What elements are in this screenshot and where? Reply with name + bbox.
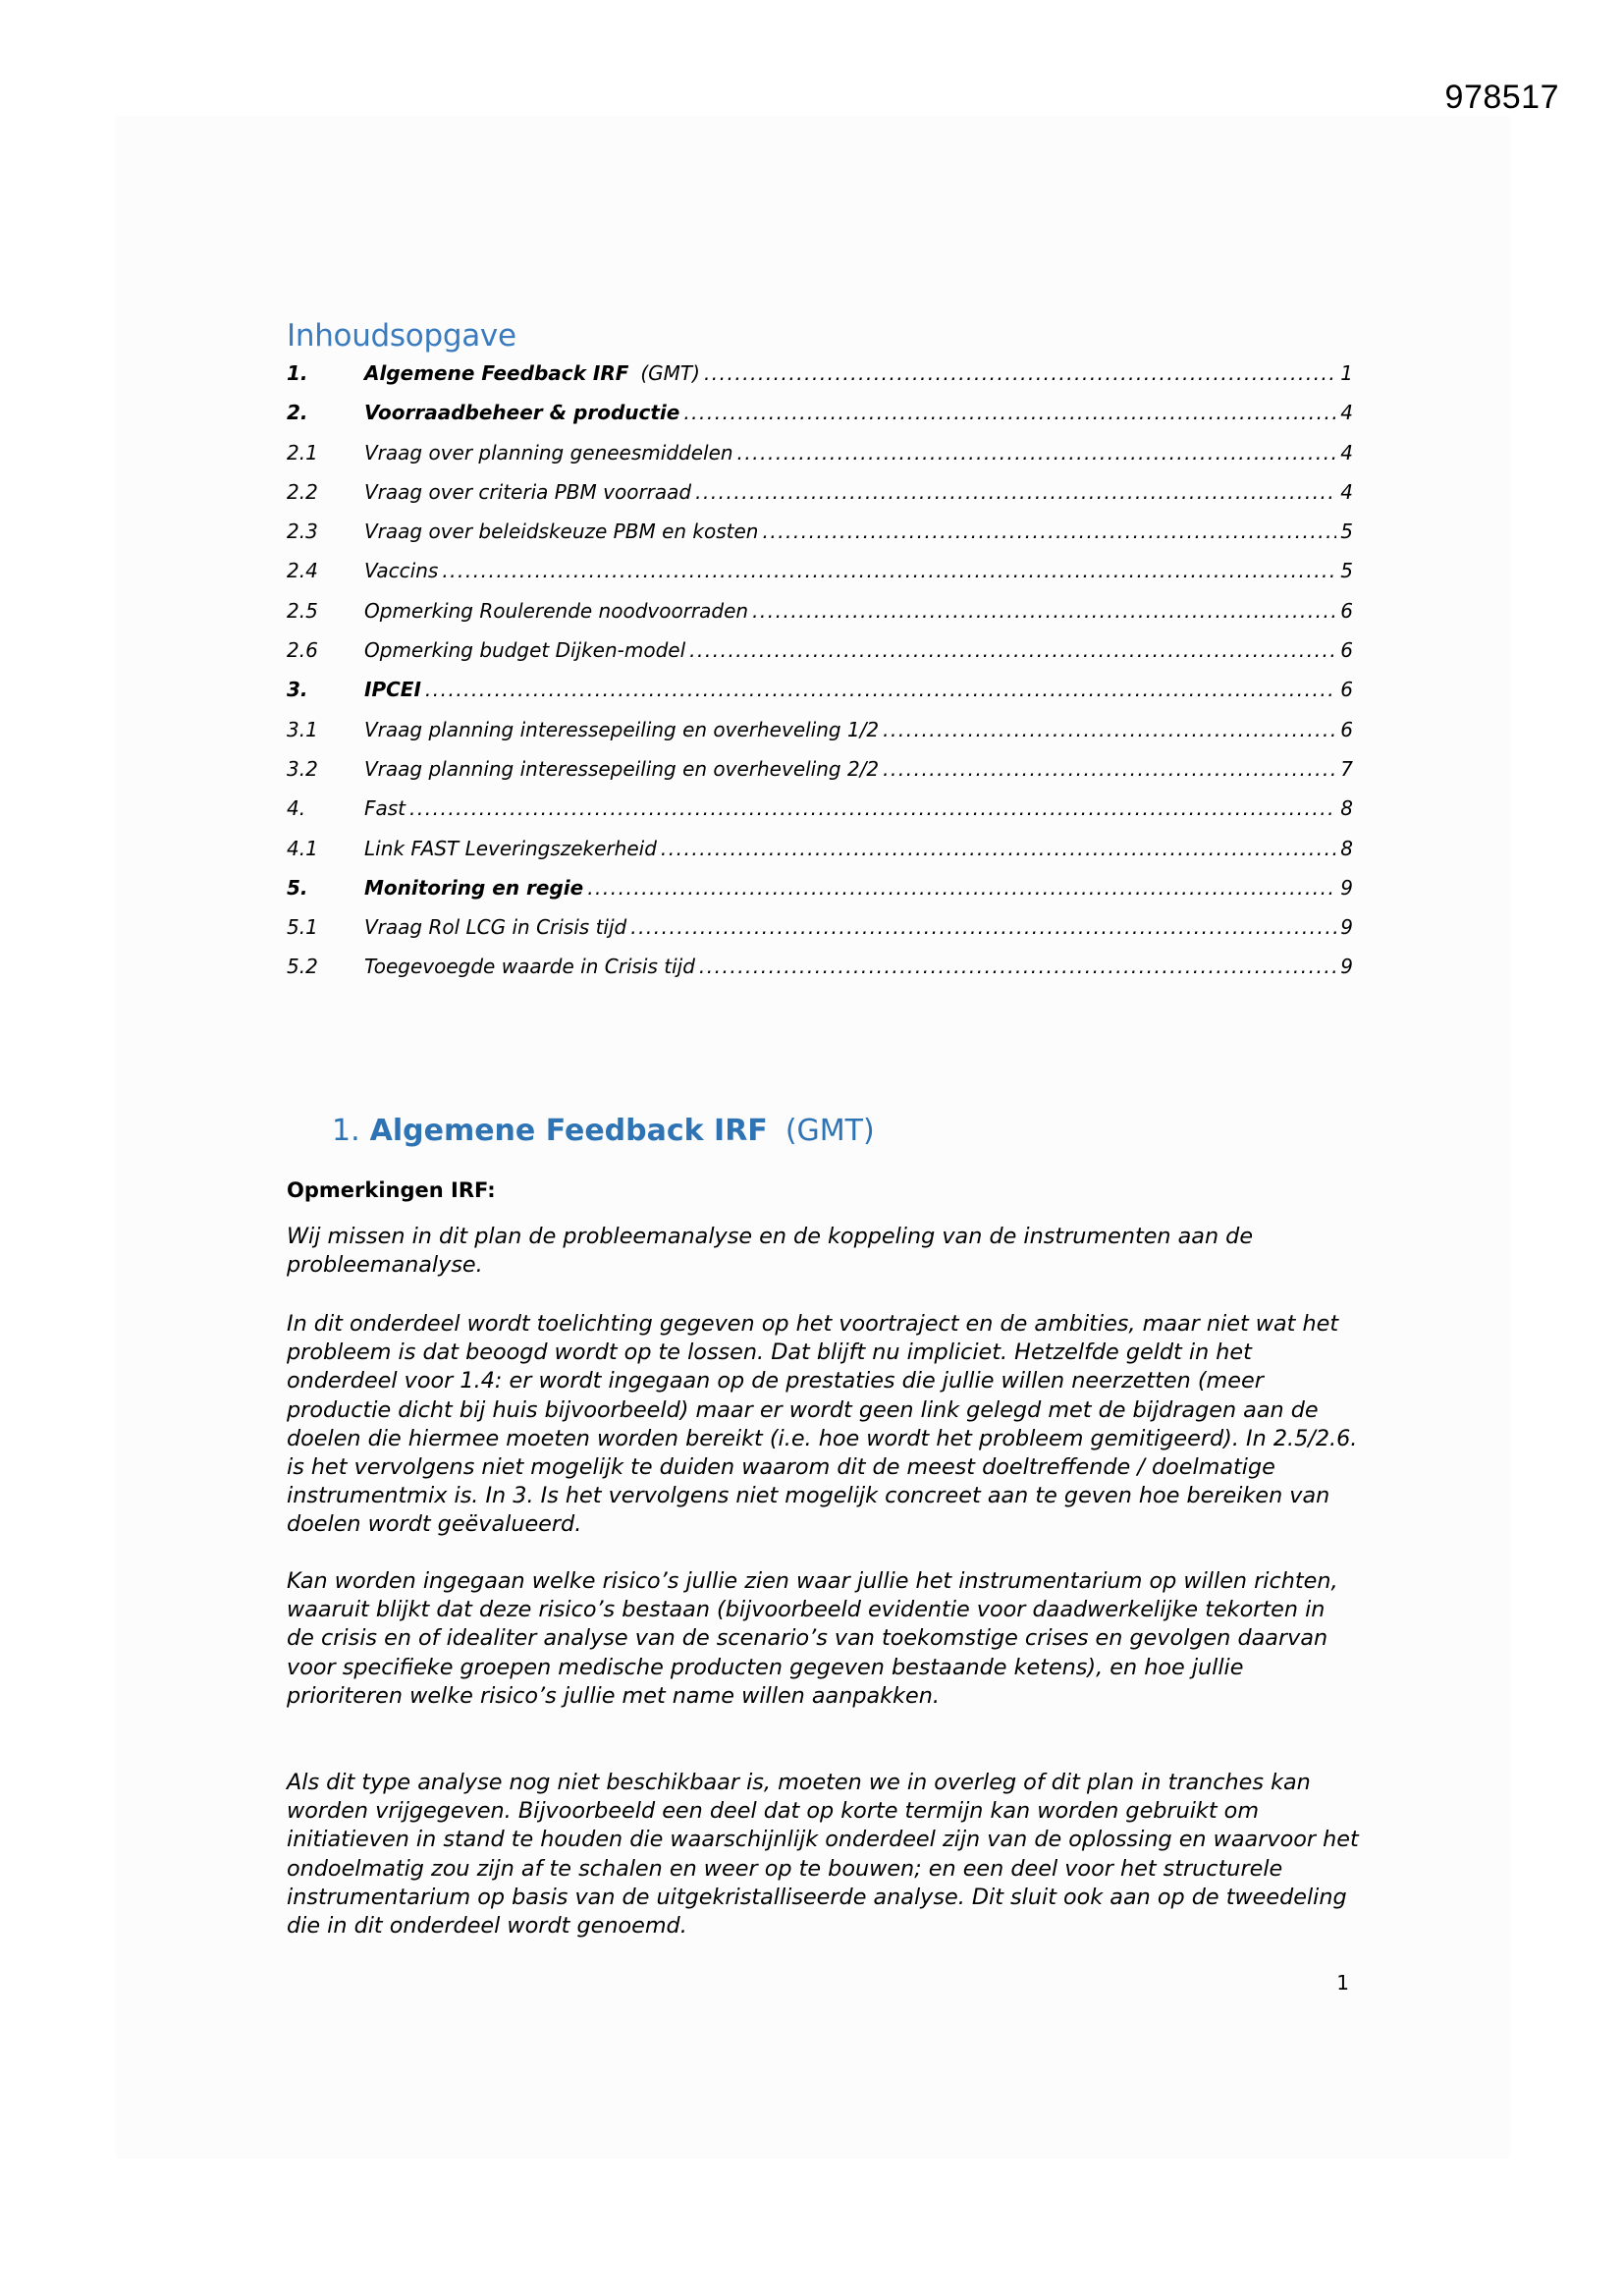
toc-entry[interactable] <box>287 796 1353 836</box>
toc-entry-label <box>364 837 657 860</box>
toc-entry-number: 4.1 <box>287 836 318 860</box>
toc-entry-number: 2. <box>287 401 308 425</box>
toc-entry[interactable] <box>287 638 1353 678</box>
table-of-contents <box>287 361 1353 995</box>
toc-entry-page: 5 <box>1340 559 1353 583</box>
toc-leader-dots <box>683 401 1336 424</box>
toc-entry[interactable] <box>287 678 1353 717</box>
toc-entry-extra: (GMT) <box>640 361 700 385</box>
toc-entry-title: Vraag planning interessepeiling en overheveling 1/2 <box>364 717 880 741</box>
toc-entry-number: 5.1 <box>287 915 318 940</box>
toc-entry-page: 8 <box>1340 796 1353 821</box>
section-subheading: Opmerkingen IRF: <box>287 1178 496 1202</box>
toc-entry-title: Monitoring en regie <box>364 875 584 900</box>
toc-entry-label <box>364 915 626 939</box>
toc-entry-label <box>364 361 700 385</box>
toc-entry-number: 1. <box>287 361 308 385</box>
toc-entry-number: 2.4 <box>287 559 318 583</box>
toc-leader-dots <box>762 519 1336 543</box>
toc-entry-number: 2.2 <box>287 479 318 504</box>
toc-leader-dots <box>442 559 1336 582</box>
toc-entry-page: 8 <box>1340 836 1353 860</box>
toc-entry[interactable] <box>287 361 1353 401</box>
toc-entry-page: 6 <box>1340 717 1353 741</box>
toc-entry-page: 6 <box>1340 638 1353 663</box>
toc-leader-dots <box>883 718 1336 741</box>
paragraph: Als dit type analyse nog niet beschikbaar is, moeten we in overleg of dit plan in tranches kan worden vrijgegeven. Bijvoorbeeld een deel dat op korte termijn kan worden gebruikt om initiatieven in stand te houden die waarschijnlijk onderdeel zijn van de oplossing en waarvoor het ondoelmatig zou zijn af te schalen en weer op te bouwen; en een deel voor het structurele instrumentarium op basis van de uitgekristalliseerde analyse. Dit sluit ook aan op de tweedeling die in dit onderdeel wordt genoemd. <box>287 1770 1359 1940</box>
toc-entry[interactable] <box>287 401 1353 440</box>
toc-entry-label <box>364 757 879 781</box>
toc-entry-label <box>364 955 695 978</box>
section-heading <box>332 1114 875 1148</box>
toc-entry-number: 2.5 <box>287 598 318 623</box>
toc-entry[interactable] <box>287 757 1353 796</box>
toc-entry-title: Voorraadbeheer & productie <box>364 401 680 425</box>
toc-entry-label <box>364 519 758 543</box>
toc-entry-label <box>364 480 691 504</box>
toc-entry[interactable] <box>287 955 1353 994</box>
toc-leader-dots <box>661 837 1336 860</box>
toc-entry-title: Opmerking Roulerende noodvoorraden <box>364 598 749 623</box>
toc-entry-label <box>364 638 685 662</box>
toc-entry-label <box>364 401 679 424</box>
toc-entry-title: IPCEI <box>364 678 421 702</box>
toc-entry-page: 7 <box>1340 756 1353 781</box>
toc-entry[interactable] <box>287 480 1353 519</box>
toc-entry-page: 9 <box>1340 915 1353 940</box>
toc-entry-label <box>364 876 583 900</box>
toc-entry-page: 4 <box>1340 401 1353 425</box>
toc-leader-dots <box>883 757 1336 781</box>
section-title: Algemene Feedback IRF <box>369 1114 768 1148</box>
toc-entry-title: Link FAST Leveringszekerheid <box>364 836 657 860</box>
toc-entry-title: Vraag over criteria PBM voorraad <box>364 479 692 504</box>
toc-entry[interactable] <box>287 599 1353 638</box>
paragraph: In dit onderdeel wordt toelichting gegeven op het voortraject en de ambities, maar niet wat het probleem is dat beoogd wordt op te lossen. Dat blijft nu impliciet. Hetzelfde geldt in het onderdeel voor 1.4: er wordt ingegaan op de prestaties die jullie willen neerzetten (meer productie dicht bij huis bijvoorbeeld) maar er wordt geen link gelegd met de bijdragen aan de doelen die hiermee moeten worden bereikt (i.e. hoe wordt het probleem gemitigeerd). In 2.5/2.6. is het vervolgens niet mogelijk te duiden waarom dit de meest doeltreffende / doelmatige instrumentmix is. In 3. Is het vervolgens niet mogelijk concreet aan te geven hoe bereiken van doelen wordt geëvalueerd. <box>287 1311 1358 1538</box>
toc-entry-label <box>364 796 406 820</box>
toc-entry[interactable] <box>287 718 1353 757</box>
toc-entry-page: 1 <box>1340 361 1353 385</box>
toc-leader-dots <box>689 638 1336 662</box>
toc-leader-dots <box>737 441 1337 465</box>
toc-entry-number: 3. <box>287 678 308 702</box>
toc-entry-number: 3.1 <box>287 717 318 741</box>
document-id: 978517 <box>1444 79 1559 116</box>
paragraph: Kan worden ingegaan welke risico’s jullie zien waar jullie het instrumentarium op willen richten, waaruit blijkt dat deze risico’s bestaan (bijvoorbeeld evidentie voor daadwerkelijke tekorten in de crisis en of idealiter analyse van de scenario’s van toekomstige crises en gevolgen daarvan voor specifieke groepen medische producten gegeven bestaande ketens), en hoe jullie prioriteren welke risico’s jullie met name willen aanpakken. <box>287 1568 1338 1709</box>
toc-leader-dots <box>587 876 1336 900</box>
toc-entry-title: Vraag Rol LCG in Crisis tijd <box>364 915 627 940</box>
paragraph: Wij missen in dit plan de probleemanalyse en de koppeling van de instrumenten aan de probleemanalyse. <box>287 1224 1254 1279</box>
toc-entry[interactable] <box>287 559 1353 598</box>
toc-entry-page: 9 <box>1340 955 1353 979</box>
toc-leader-dots <box>699 955 1336 978</box>
toc-entry[interactable] <box>287 519 1353 559</box>
toc-entry[interactable] <box>287 441 1353 480</box>
toc-entry-title: Toegevoegde waarde in Crisis tijd <box>364 955 695 979</box>
toc-entry-title: Vraag planning interessepeiling en overheveling 2/2 <box>364 756 880 781</box>
toc-entry-label <box>364 678 421 701</box>
section-title-extra: (GMT) <box>785 1114 875 1148</box>
toc-entry-title: Opmerking budget Dijken-model <box>364 638 686 663</box>
toc-entry[interactable] <box>287 915 1353 955</box>
toc-leader-dots <box>409 796 1336 820</box>
toc-entry-number: 5. <box>287 875 308 900</box>
toc-entry-title: Algemene Feedback IRF <box>364 361 629 385</box>
toc-leader-dots <box>704 361 1336 385</box>
toc-entry-label <box>364 718 879 741</box>
toc-entry-page: 6 <box>1340 678 1353 702</box>
toc-entry-number: 2.6 <box>287 638 318 663</box>
toc-leader-dots <box>630 915 1336 939</box>
toc-entry-title: Vaccins <box>364 559 439 583</box>
toc-leader-dots <box>752 599 1336 623</box>
toc-title: Inhoudsopgave <box>287 318 516 354</box>
toc-entry-page: 4 <box>1340 479 1353 504</box>
toc-entry[interactable] <box>287 876 1353 915</box>
section-number: 1. <box>332 1114 360 1148</box>
toc-entry-number: 4. <box>287 796 306 821</box>
toc-entry-label <box>364 441 733 465</box>
toc-entry-title: Vraag over planning geneesmiddelen <box>364 440 733 465</box>
toc-leader-dots <box>695 480 1336 504</box>
page-number: 1 <box>1336 1971 1349 1995</box>
toc-entry-title: Fast <box>364 796 406 821</box>
toc-entry-label <box>364 599 748 623</box>
toc-leader-dots <box>425 678 1336 701</box>
toc-entry-page: 9 <box>1340 875 1353 900</box>
toc-entry-title: Vraag over beleidskeuze PBM en kosten <box>364 519 759 544</box>
toc-entry[interactable] <box>287 837 1353 876</box>
toc-entry-number: 2.3 <box>287 519 318 544</box>
toc-entry-page: 4 <box>1340 440 1353 465</box>
toc-entry-label <box>364 559 438 582</box>
toc-entry-number: 5.2 <box>287 955 318 979</box>
toc-entry-page: 5 <box>1340 519 1353 544</box>
toc-entry-number: 2.1 <box>287 440 318 465</box>
toc-entry-page: 6 <box>1340 598 1353 623</box>
toc-entry-number: 3.2 <box>287 756 318 781</box>
